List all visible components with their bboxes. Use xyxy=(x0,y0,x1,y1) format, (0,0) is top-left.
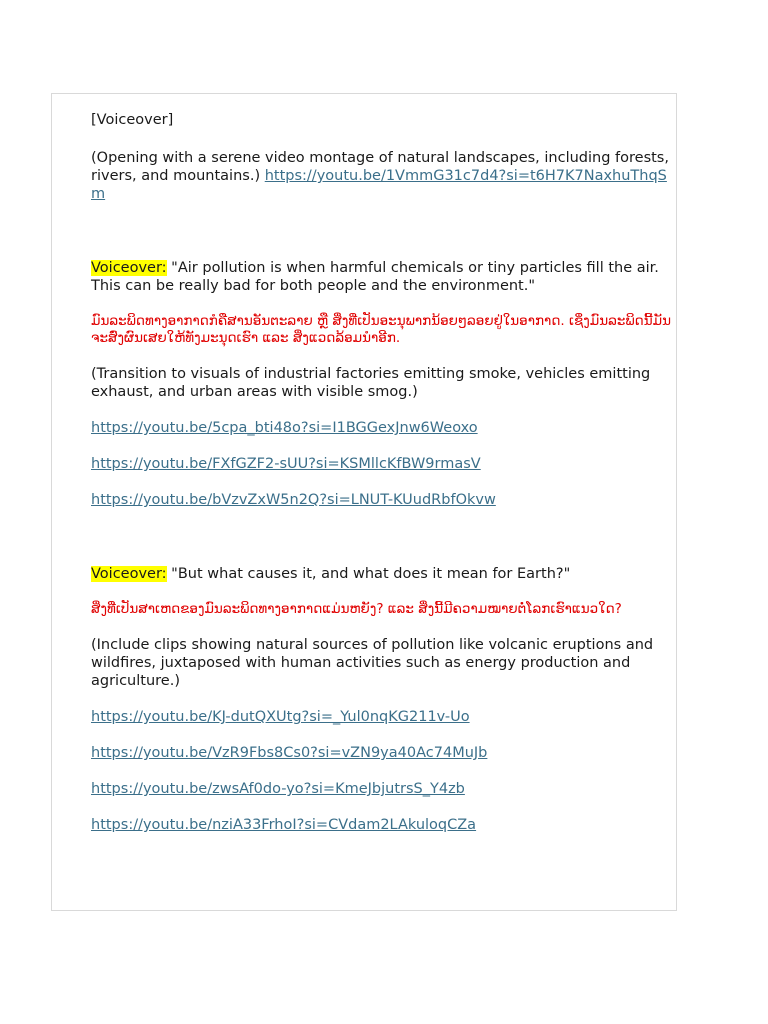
video-link-2c[interactable]: https://youtu.be/zwsAf0do-yo?si=KmeJbjutrsS_Y4zb xyxy=(91,781,465,797)
voiceover-line-2 xyxy=(91,565,677,583)
voiceover-heading: [Voiceover] xyxy=(91,112,174,128)
voiceover-quote-1: "Air pollution is when harmful chemicals or tiny particles fill the air. This can be really bad for both people and the environment." xyxy=(91,260,659,294)
video-link xyxy=(91,455,677,473)
lao-translation-1: ມົນລະພິດທາງອາກາດກໍຄືສານອັນຕະລາຍ ຫຼື ສິ່ງທີ່ເປັນອະນຸພາກນ້ອຍໆລອຍຢູ່ໃນອາກາດ. ເຊິ່ງມົນລະພິດນີ້ມັນຈະສົ່ງຜົນເສຍໃຫ້ທັງມະນຸດເຮົາ ແລະ ສິ່ງແວດລ້ອມນຳອີກ. xyxy=(91,313,671,346)
stage-direction-2: (Include clips showing natural sources of pollution like volcanic eruptions and wildfires, juxtaposed with human activities such as energy production and agriculture.) xyxy=(91,637,654,689)
stage-direction-1: (Transition to visuals of industrial factories emitting smoke, vehicles emitting exhaust, and urban areas with visible smog.) xyxy=(91,366,651,400)
intro-text: (Opening with a serene video montage of natural landscapes, including forests, rivers, and mountains.) xyxy=(91,150,669,184)
lao-translation-2: ສິ່ງທີ່ເປັນສາເຫດຂອງມົນລະພິດທາງອາກາດແມ່ນຫຍັງ? ແລະ ສິ່ງນີ້ມີຄວາມໝາຍຕໍ່ໂລກເຮົາແນວໃດ? xyxy=(91,601,622,617)
voiceover-label-2: Voiceover: xyxy=(91,566,167,582)
video-link xyxy=(91,419,677,437)
voiceover-label-1: Voiceover: xyxy=(91,260,167,276)
video-link xyxy=(91,816,677,834)
video-link-1a[interactable]: https://youtu.be/5cpa_bti48o?si=I1BGGexJnw6Weoxo xyxy=(91,420,478,436)
document-page xyxy=(51,93,677,911)
voiceover-quote-2: "But what causes it, and what does it mean for Earth?" xyxy=(166,566,571,582)
intro-paragraph xyxy=(91,149,677,203)
voiceover-line-1 xyxy=(91,259,677,295)
video-link-1b[interactable]: https://youtu.be/FXfGZF2-sUU?si=KSMllcKfBW9rmasV xyxy=(91,456,481,472)
video-link xyxy=(91,491,677,509)
video-link-2a[interactable]: https://youtu.be/KJ-dutQXUtg?si=_Yul0nqKG211v-Uo xyxy=(91,709,470,725)
video-link xyxy=(91,780,677,798)
video-link-2b[interactable]: https://youtu.be/VzR9Fbs8Cs0?si=vZN9ya40Ac74MuJb xyxy=(91,745,488,761)
video-link xyxy=(91,708,677,726)
video-link-2d[interactable]: https://youtu.be/nziA33FrhoI?si=CVdam2LAkuloqCZa xyxy=(91,817,477,833)
intro-video-link[interactable]: https://youtu.be/1VmmG31c7d4?si=t6H7K7NaxhuThqSm xyxy=(91,168,667,202)
video-link xyxy=(91,744,677,762)
document-content xyxy=(91,111,677,834)
video-link-1c[interactable]: https://youtu.be/bVzvZxW5n2Q?si=LNUT-KUudRbfOkvw xyxy=(91,492,496,508)
